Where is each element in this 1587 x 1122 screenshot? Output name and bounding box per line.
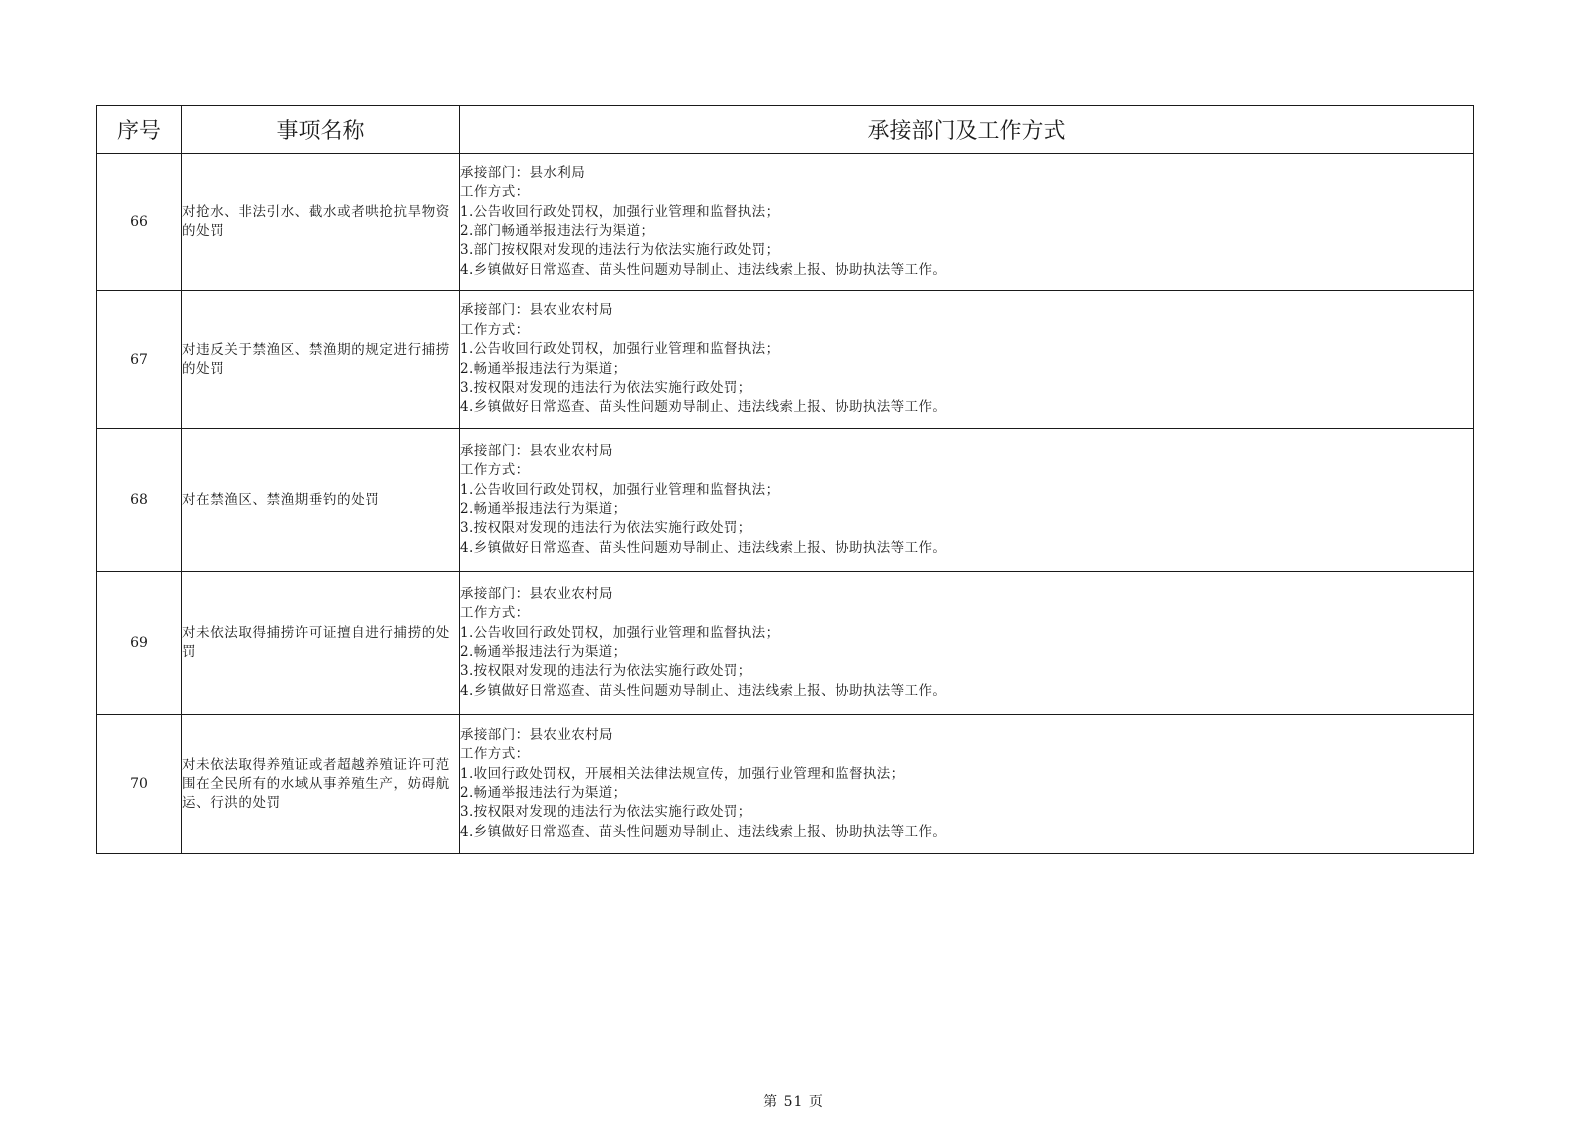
row-method — [460, 429, 1474, 572]
method-line: 2.畅通举报违法行为渠道； — [460, 644, 627, 660]
method-line: 3.按权限对发现的违法行为依法实施行政处罚； — [460, 663, 752, 680]
header-seq: 序号 — [97, 106, 182, 154]
method-line: 2.畅通举报违法行为渠道； — [460, 785, 627, 801]
method-line: 1.公告收回行政处罚权，加强行业管理和监督执法； — [460, 624, 780, 641]
row-item-name: 对在禁渔区、禁渔期垂钓的处罚 — [182, 429, 460, 572]
header-name: 事项名称 — [182, 106, 460, 154]
method-line: 4.乡镇做好日常巡查、苗头性问题劝导制止、违法线索上报、协助执法等工作。 — [460, 823, 947, 840]
method-line: 3.按权限对发现的违法行为依法实施行政处罚； — [460, 520, 752, 537]
row-item-name: 对抢水、非法引水、截水或者哄抢抗旱物资的处罚 — [182, 154, 460, 291]
method-line: 4.乡镇做好日常巡查、苗头性问题劝导制止、违法线索上报、协助执法等工作。 — [460, 399, 947, 416]
table-row — [97, 154, 1474, 291]
table-row — [97, 715, 1474, 854]
method-line: 工作方式： — [460, 184, 530, 201]
method-line: 承接部门：县农业农村局 — [460, 726, 613, 743]
method-line: 1.公告收回行政处罚权，加强行业管理和监督执法； — [460, 341, 780, 358]
header-row — [97, 106, 1474, 154]
table-row — [97, 291, 1474, 429]
method-line: 3.部门按权限对发现的违法行为依法实施行政处罚； — [460, 242, 780, 259]
matters-table — [96, 105, 1474, 854]
method-line: 3.按权限对发现的违法行为依法实施行政处罚； — [460, 379, 752, 396]
method-line: 3.按权限对发现的违法行为依法实施行政处罚； — [460, 804, 752, 821]
method-line: 1.公告收回行政处罚权，加强行业管理和监督执法； — [460, 203, 780, 220]
row-method — [460, 572, 1474, 715]
method-line: 4.乡镇做好日常巡查、苗头性问题劝导制止、违法线索上报、协助执法等工作。 — [460, 539, 947, 556]
row-seq: 70 — [97, 715, 182, 854]
method-line: 承接部门：县水利局 — [460, 164, 586, 181]
header-method: 承接部门及工作方式 — [460, 106, 1474, 154]
method-line: 工作方式： — [460, 462, 530, 479]
method-line: 工作方式： — [460, 321, 530, 338]
method-line: 工作方式： — [460, 605, 530, 622]
method-line: 工作方式： — [460, 746, 530, 763]
table-row — [97, 572, 1474, 715]
method-line: 1.收回行政处罚权，开展相关法律法规宣传，加强行业管理和监督执法； — [460, 765, 905, 782]
method-line: 4.乡镇做好日常巡查、苗头性问题劝导制止、违法线索上报、协助执法等工作。 — [460, 261, 947, 278]
row-method — [460, 154, 1474, 291]
row-method — [460, 291, 1474, 429]
method-line: 承接部门：县农业农村局 — [460, 585, 613, 602]
row-item-name: 对未依法取得捕捞许可证擅自进行捕捞的处罚 — [182, 572, 460, 715]
method-line: 1.公告收回行政处罚权，加强行业管理和监督执法； — [460, 481, 780, 498]
method-line: 2.部门畅通举报违法行为渠道； — [460, 223, 655, 239]
row-item-name: 对违反关于禁渔区、禁渔期的规定进行捕捞的处罚 — [182, 291, 460, 429]
method-line: 承接部门：县农业农村局 — [460, 302, 613, 319]
method-line: 2.畅通举报违法行为渠道； — [460, 360, 627, 377]
row-seq: 68 — [97, 429, 182, 572]
row-method — [460, 715, 1474, 854]
method-line: 2.畅通举报违法行为渠道； — [460, 501, 627, 517]
method-line: 4.乡镇做好日常巡查、苗头性问题劝导制止、违法线索上报、协助执法等工作。 — [460, 682, 947, 699]
row-seq: 69 — [97, 572, 182, 715]
row-item-name: 对未依法取得养殖证或者超越养殖证许可范围在全民所有的水域从事养殖生产，妨碍航运、行洪的处罚 — [182, 715, 460, 854]
table-row — [97, 429, 1474, 572]
page-number: 第 51 页 — [763, 1094, 824, 1110]
method-line: 承接部门：县农业农村局 — [460, 442, 613, 459]
row-seq: 67 — [97, 291, 182, 429]
row-seq: 66 — [97, 154, 182, 291]
